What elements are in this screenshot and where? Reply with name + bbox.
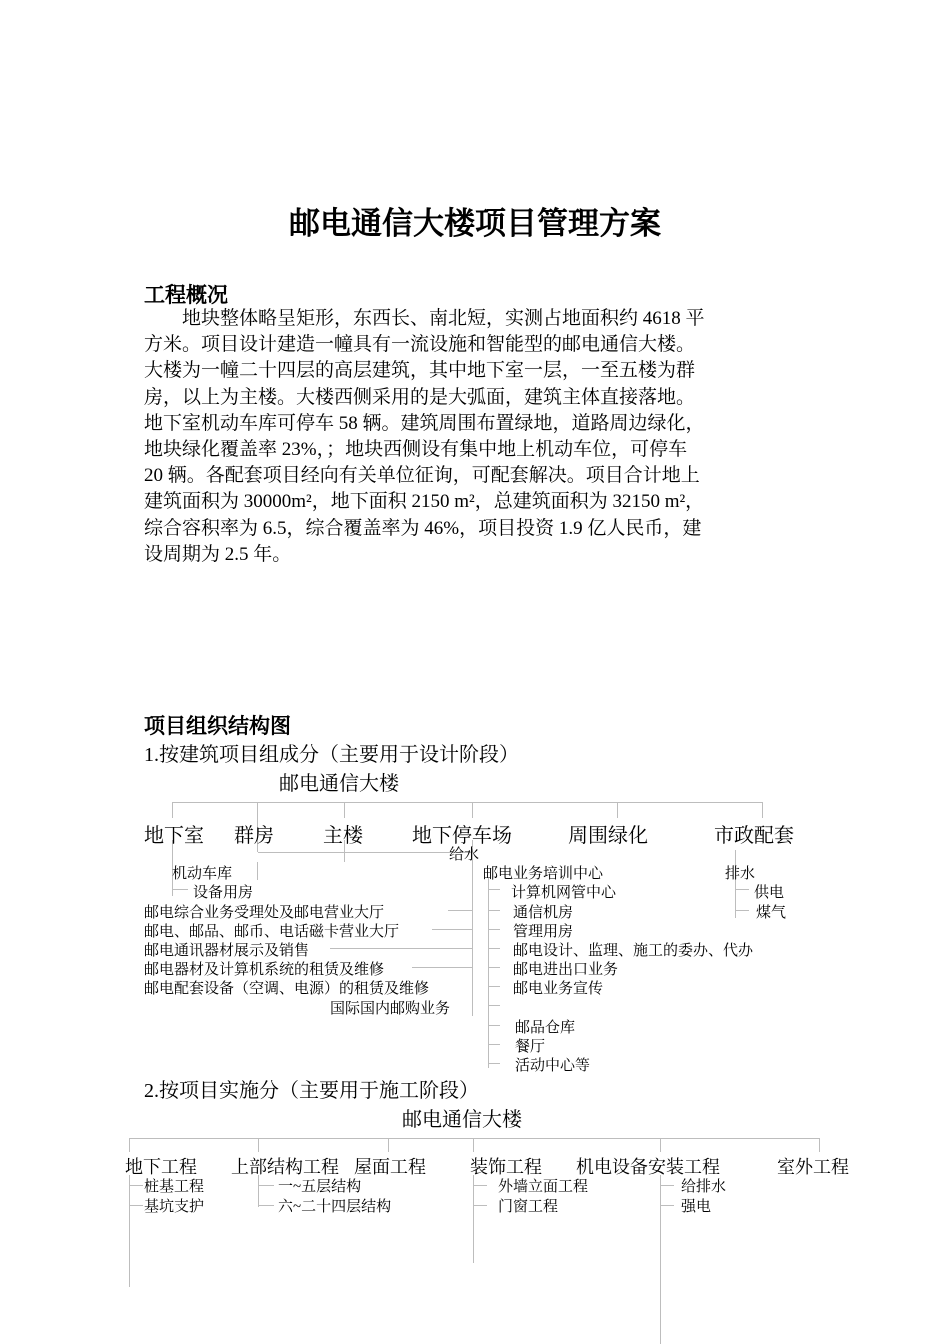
overview-line: 建筑面积为 30000m²，地下面积 2150 m²，总建筑面积为 32150 m²， bbox=[144, 491, 705, 513]
chart1-podium-item: 邮电配套设备（空调、电源）的租赁及维修 bbox=[144, 981, 430, 997]
chart2-branch-roof: 屋面工程 bbox=[354, 1157, 426, 1177]
chart1-tower-item: 管理用房 bbox=[513, 924, 574, 940]
chart2-structure-item: 一~五层结构 bbox=[278, 1179, 362, 1195]
chart2-mep-item: 强电 bbox=[681, 1199, 712, 1215]
chart1-tower-item: 邮电设计、监理、施工的委办、代办 bbox=[513, 943, 754, 959]
chart1-subtitle: 1.按建筑项目组成分（主要用于设计阶段） bbox=[144, 744, 519, 766]
chart2-branch-mep: 机电设备安装工程 bbox=[576, 1157, 720, 1177]
chart2-underground-item: 基坑支护 bbox=[144, 1199, 205, 1215]
org-heading: 项目组织结构图 bbox=[144, 714, 291, 738]
overview-line: 地块绿化覆盖率 23%，；地块西侧设有集中地上机动车位，可停车 bbox=[144, 439, 688, 461]
chart1-municipal-item: 煤气 bbox=[756, 905, 787, 921]
overview-line: 20 辆。各配套项目经向有关单位征询，可配套解决。项目合计地上 bbox=[144, 465, 700, 487]
overview-line: 综合容积率为 6.5，综合覆盖率为 46%，项目投资 1.9 亿人民币，建 bbox=[144, 517, 702, 539]
chart1-municipal-item: 排水 bbox=[725, 866, 756, 882]
chart2-branch-structure: 上部结构工程 bbox=[231, 1157, 339, 1177]
chart2-decoration-item: 外墙立面工程 bbox=[498, 1179, 589, 1195]
chart1-basement-item: 机动车库 bbox=[172, 866, 233, 882]
chart1-tower-item: 邮品仓库 bbox=[515, 1020, 576, 1036]
page-title: 邮电通信大楼项目管理方案 bbox=[289, 206, 661, 242]
overview-paragraph bbox=[144, 306, 812, 568]
chart1-basement-item: 设备用房 bbox=[193, 885, 254, 901]
chart1-tower-item: 餐厅 bbox=[515, 1039, 546, 1055]
chart1-tower-item: 活动中心等 bbox=[515, 1058, 591, 1074]
chart2-subtitle: 2.按项目实施分（主要用于施工阶段） bbox=[144, 1080, 479, 1102]
chart2-branch-decoration: 装饰工程 bbox=[470, 1157, 542, 1177]
chart1-root: 邮电通信大楼 bbox=[279, 773, 399, 795]
chart1-podium-item: 国际国内邮购业务 bbox=[330, 1001, 451, 1017]
chart1-branch-municipal: 市政配套 bbox=[714, 825, 794, 847]
chart1-podium-item: 邮电综合业务受理处及邮电营业大厅 bbox=[144, 905, 385, 921]
chart1-tower-item: 计算机网管中心 bbox=[511, 885, 617, 901]
chart1-branch-tower: 主楼 bbox=[323, 825, 363, 847]
chart1-podium-item: 邮电通讯器材展示及销售 bbox=[144, 943, 310, 959]
chart2-decoration-item: 门窗工程 bbox=[498, 1199, 559, 1215]
chart2-underground-item: 桩基工程 bbox=[144, 1179, 205, 1195]
overview-line: 设周期为 2.5 年。 bbox=[144, 543, 292, 565]
overview-heading: 工程概况 bbox=[144, 283, 228, 307]
chart1-tower-item: 邮电业务宣传 bbox=[513, 981, 604, 997]
chart1-tower-item: 邮电业务培训中心 bbox=[483, 866, 604, 882]
chart1-branch-podium: 群房 bbox=[234, 825, 274, 847]
overview-line: 地块整体略呈矩形，东西长、南北短，实测占地面积约 4618 平 bbox=[144, 308, 705, 329]
overview-line: 地下室机动车库可停车 58 辆。建筑周围布置绿地，道路周边绿化， bbox=[144, 412, 705, 434]
chart2-branch-outdoor: 室外工程 bbox=[777, 1157, 849, 1177]
chart1-podium-item: 邮电器材及计算机系统的租赁及维修 bbox=[144, 962, 385, 978]
chart2-mep-item: 给排水 bbox=[681, 1179, 727, 1195]
chart2-branch-underground: 地下工程 bbox=[125, 1157, 197, 1177]
chart1-municipal-item: 供电 bbox=[754, 885, 785, 901]
chart2-root: 邮电通信大楼 bbox=[402, 1109, 522, 1131]
chart1-branch-greening: 周围绿化 bbox=[568, 825, 648, 847]
overview-line: 房，以上为主楼。大楼西侧采用的是大弧面，建筑主体直接落地。 bbox=[144, 386, 696, 408]
chart1-branch-basement: 地下室 bbox=[144, 825, 204, 847]
chart2-structure-item: 六~二十四层结构 bbox=[278, 1199, 392, 1215]
overview-line: 方米。项目设计建造一幢具有一流设施和智能型的邮电通信大楼。 bbox=[144, 334, 696, 356]
overview-line: 大楼为一幢二十四层的高层建筑，其中地下室一层，一至五楼为群 bbox=[144, 360, 696, 382]
chart1-tower-item: 邮电进出口业务 bbox=[513, 962, 619, 978]
chart1-tower-item: 通信机房 bbox=[513, 905, 574, 921]
chart1-water-supply: 给水 bbox=[449, 847, 480, 863]
chart1-podium-item: 邮电、邮品、邮币、电话磁卡营业大厅 bbox=[144, 924, 400, 940]
chart1-branch-parking: 地下停车场 bbox=[412, 825, 512, 847]
